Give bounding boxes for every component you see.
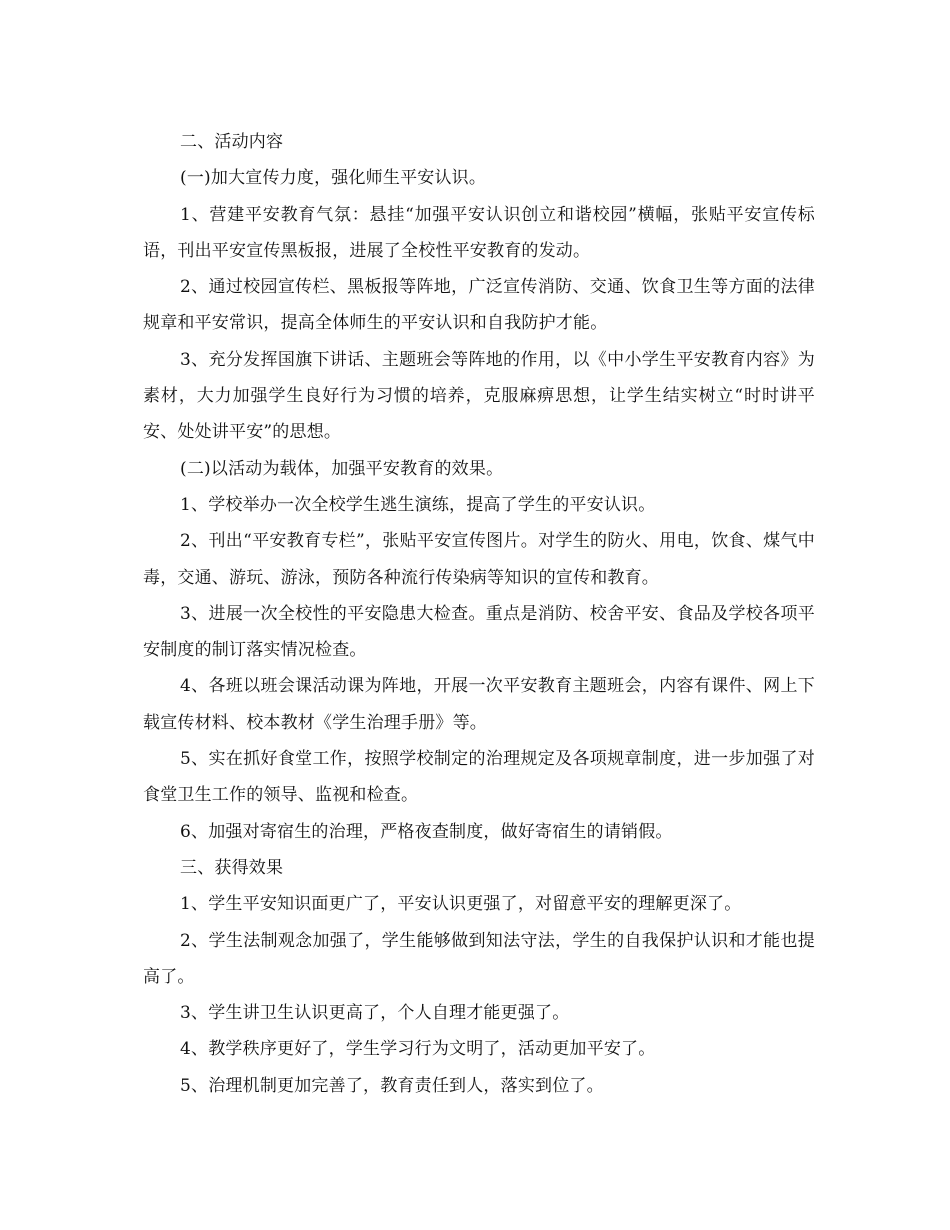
paragraph: 1、营建平安教育气氛：悬挂“加强平安认识创立和谐校园”横幅，张贴平安宣传标语，刊出平安宣传黑板报，进展了全校性平安教育的发动。 (143, 204, 815, 261)
subsection-heading-publicity: (一)加大宣传力度，强化师生平安认识。 (180, 168, 487, 189)
paragraph: 5、治理机制更加完善了，教育责任到人，落实到位了。 (180, 1075, 604, 1096)
paragraph: 4、教学秩序更好了，学生学习行为文明了，活动更加平安了。 (180, 1039, 656, 1060)
paragraph: 2、通过校园宣传栏、黑板报等阵地，广泛宣传消防、交通、饮食卫生等方面的法律规章和平安常识，提高全体师生的平安认识和自我防护才能。 (143, 277, 815, 334)
document-body (143, 124, 815, 1104)
paragraph: 6、加强对寄宿生的治理，严格夜查制度，做好寄宿生的请销假。 (180, 821, 673, 842)
paragraph: 3、充分发挥国旗下讲话、主题班会等阵地的作用，以《中小学生平安教育内容》为素材，大力加强学生良好行为习惯的培养，克服麻痹思想，让学生结实树立“时时讲平安、处处讲平安”的思想。 (143, 349, 815, 443)
subsection-heading-activities-carrier: (二)以活动为载体，加强平安教育的效果。 (180, 458, 504, 479)
paragraph: 1、学校举办一次全校学生逃生演练，提高了学生的平安认识。 (180, 494, 656, 515)
section-heading-activities: 二、活动内容 (180, 132, 284, 152)
section-heading-results: 三、获得效果 (180, 857, 284, 878)
paragraph: 4、各班以班会课活动课为阵地，开展一次平安教育主题班会，内容有课件、网上下载宣传材料、校本教材《学生治理手册》等。 (143, 676, 815, 733)
paragraph: 5、实在抓好食堂工作，按照学校制定的治理规定及各项规章制度，进一步加强了对食堂卫生工作的领导、监视和检查。 (143, 749, 815, 806)
paragraph: 3、学生讲卫生认识更高了，个人自理才能更强了。 (180, 1003, 570, 1024)
paragraph: 2、学生法制观念加强了，学生能够做到知法守法，学生的自我保护认识和才能也提高了。 (143, 930, 815, 987)
paragraph: 2、刊出“平安教育专栏”，张贴平安宣传图片。对学生的防火、用电，饮食、煤气中毒，交通、游玩、游泳，预防各种流行传染病等知识的宣传和教育。 (143, 531, 815, 588)
paragraph: 1、学生平安知识面更广了，平安认识更强了，对留意平安的理解更深了。 (180, 894, 742, 915)
paragraph: 3、进展一次全校性的平安隐患大检查。重点是消防、校舍平安、食品及学校各项平安制度的制订落实情况检查。 (143, 603, 815, 661)
